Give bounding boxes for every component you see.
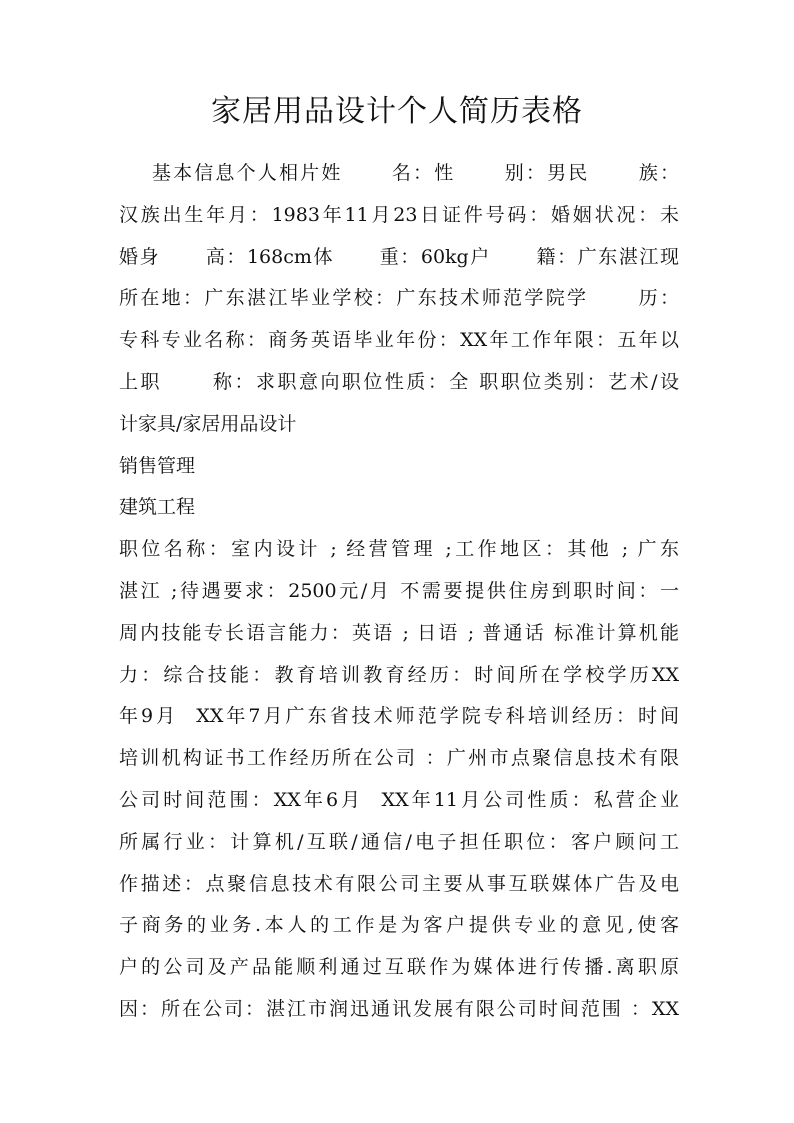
body-line: 力：综合技能：教育培训教育经历：时间所在学校学历XX	[119, 663, 679, 686]
body-line: 所属行业：计算机/互联/通信/电子担任职位：客户顾问工	[119, 830, 679, 853]
body-line: 年9月 XX年7月广东省技术师范学院专科培训经历：时间	[119, 705, 679, 728]
body-line: 职位名称：室内设计 ; 经营管理 ;工作地区：其他 ; 广东	[119, 538, 679, 561]
body-line: 婚身 高：168cm体 重：60kg户 籍：广东湛江现	[119, 245, 679, 268]
body-line: 湛江 ;待遇要求：2500元/月 不需要提供住房到职时间：一	[119, 579, 679, 602]
body-line: 公司时间范围：XX年6月 XX年11月公司性质：私营企业	[119, 788, 679, 811]
body-line: 培训机构证书工作经历所在公司 ：广州市点聚信息技术有限	[119, 747, 679, 770]
body-line: 计家具/家居用品设计	[119, 412, 297, 435]
body-line: 周内技能专长语言能力：英语 ; 日语 ; 普通话 标准计算机能	[119, 621, 679, 644]
body-line: 因：所在公司：湛江市润迅通讯发展有限公司时间范围 ：XX	[119, 997, 679, 1020]
body-line: 销售管理	[119, 454, 196, 477]
body-line: 上职 称：求职意向职位性质：全 职职位类别：艺术/设	[119, 370, 679, 393]
body-line: 作描述：点聚信息技术有限公司主要从事互联媒体广告及电	[119, 872, 679, 895]
body-line: 基本信息个人相片姓 名：性 别：男民 族：	[119, 162, 679, 184]
document-body	[119, 153, 679, 1031]
body-line: 子商务的业务.本人的工作是为客户提供专业的意见,使客	[119, 914, 679, 937]
body-line: 专科专业名称：商务英语毕业年份：XX年工作年限：五年以	[119, 329, 679, 352]
document-title: 家居用品设计个人简历表格	[211, 94, 583, 129]
body-line: 建筑工程	[119, 496, 196, 519]
body-line: 汉族出生年月：1983年11月23日证件号码：婚姻状况：未	[119, 203, 679, 226]
body-line: 所在地：广东湛江毕业学校：广东技术师范学院学 历：	[119, 287, 679, 310]
body-line: 户的公司及产品能顺利通过互联作为媒体进行传播.离职原	[119, 956, 679, 979]
